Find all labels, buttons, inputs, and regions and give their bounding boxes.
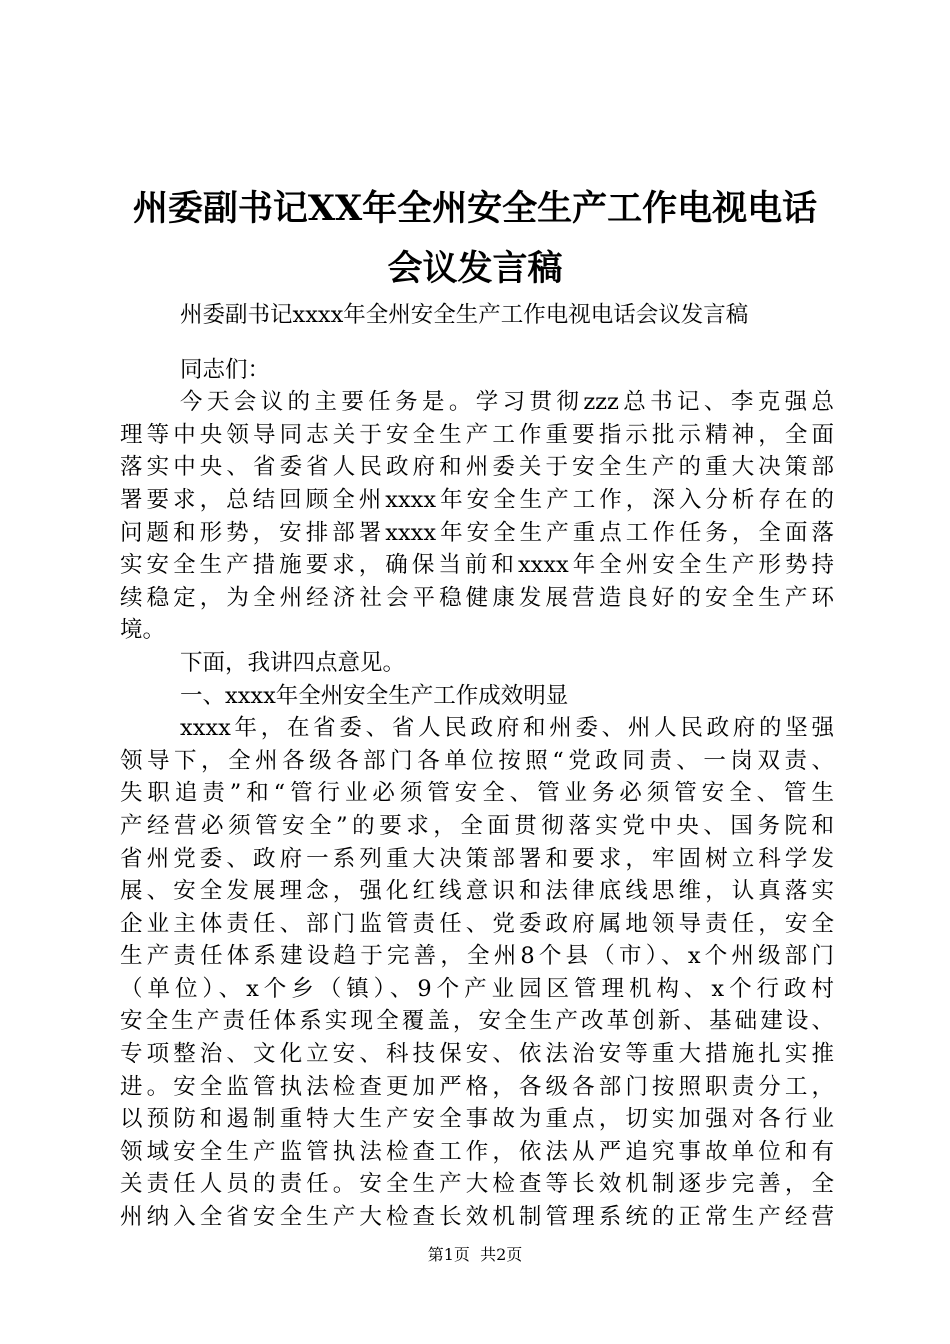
paragraph-line: 安全生产责任体系实现全覆盖，安全生产改革创新、基础建设、 (120, 1008, 834, 1035)
paragraph-line: 关责任人员的责任。安全生产大检查等长效机制逐步完善，全 (120, 1171, 834, 1198)
paragraph-line: 省州党委、政府一系列重大决策部署和要求，牢固树立科学发 (120, 845, 834, 872)
paragraph-line: 问题和形势，安排部署xxxx年安全生产重点工作任务，全面落 (120, 519, 834, 546)
paragraph-line: （单位）、x个乡（镇）、9个产业园区管理机构、x个行政村 (120, 975, 834, 1002)
paragraph-line: 州纳入全省安全生产大检查长效机制管理系统的正常生产经营 (120, 1204, 834, 1231)
paragraph-line: 生产责任体系建设趋于完善，全州8个县（市）、x个州级部门 (120, 943, 834, 970)
paragraph-line: 展、安全发展理念，强化红线意识和法律底线思维，认真落实 (120, 878, 834, 905)
paragraph-line: 企业主体责任、部门监管责任、党委政府属地领导责任，安全 (120, 910, 834, 937)
paragraph-line: 续稳定，为全州经济社会平稳健康发展营造良好的安全生产环 (120, 584, 834, 611)
paragraph-line: 失职追责”和“管行业必须管安全、管业务必须管安全、管生 (120, 780, 834, 807)
section-heading-1: 一、xxxx年全州安全生产工作成效明显 (180, 682, 569, 709)
paragraph-line: 境。 (120, 617, 166, 644)
paragraph-1 (120, 386, 834, 647)
document-title-line-1: 州委副书记XX年全州安全生产工作电视电话 (132, 188, 818, 229)
page-number-footer: 第1页 共2页 (427, 1245, 523, 1264)
paragraph-line: 今天会议的主要任务是。学习贯彻zzz总书记、李克强总 (180, 389, 834, 416)
paragraph-line: 以预防和遏制重特大生产安全事故为重点，切实加强对各行业 (120, 1106, 834, 1133)
document-subtitle: 州委副书记xxxx年全州安全生产工作电视电话会议发言稿 (180, 302, 749, 328)
document-title-line-2: 会议发言稿 (387, 248, 563, 289)
paragraph-line: 领导下，全州各级各部门各单位按照“党政同责、一岗双责、 (120, 747, 834, 774)
paragraph-2: 下面，我讲四点意见。 (180, 649, 406, 676)
document-body (120, 299, 834, 1234)
paragraph-line: 署要求，总结回顾全州xxxx年安全生产工作，深入分析存在的 (120, 486, 834, 513)
spacer (120, 332, 834, 354)
paragraph-line: 专项整治、文化立安、科技保安、依法治安等重大措施扎实推 (120, 1041, 834, 1068)
paragraph-line: 实安全生产措施要求，确保当前和xxxx年全州安全生产形势持 (120, 552, 834, 579)
salutation: 同志们： (180, 356, 271, 383)
paragraph-line: 领域安全生产监管执法检查工作，依法从严追究事故单位和有 (120, 1138, 834, 1165)
paragraph-line: 理等中央领导同志关于安全生产工作重要指示批示精神，全面 (120, 421, 834, 448)
paragraph-line: 落实中央、省委省人民政府和州委关于安全生产的重大决策部 (120, 454, 834, 481)
paragraph-line: 进。安全监管执法检查更加严格，各级各部门按照职责分工， (120, 1073, 834, 1100)
paragraph-line: 产经营必须管安全”的要求，全面贯彻落实党中央、国务院和 (120, 812, 834, 839)
paragraph-3 (120, 712, 834, 1234)
paragraph-line: xxxx年，在省委、省人民政府和州委、州人民政府的坚强 (180, 715, 834, 742)
